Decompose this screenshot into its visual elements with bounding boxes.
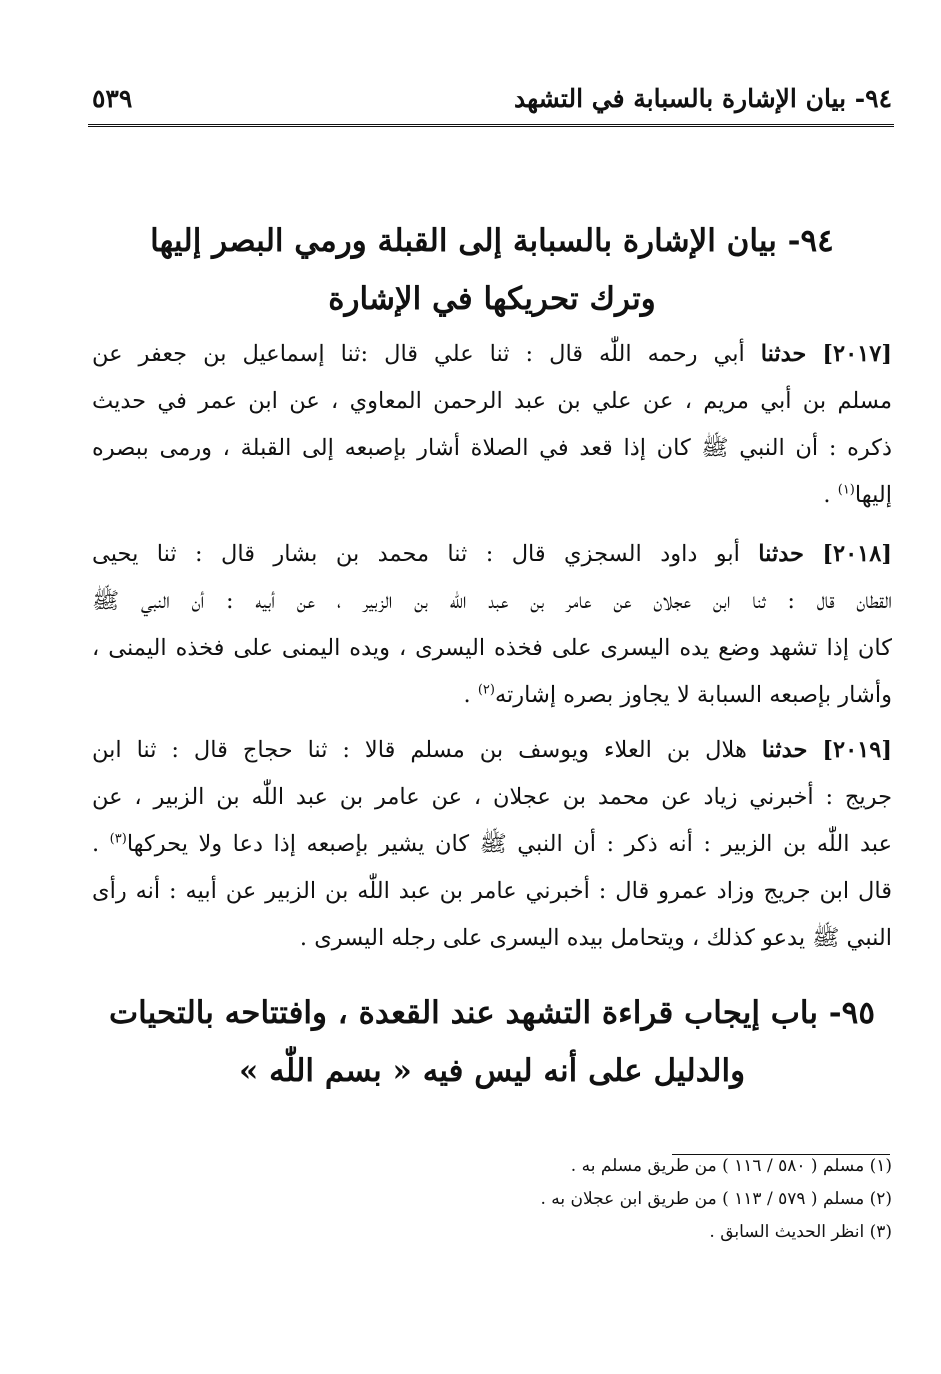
hadith-line: ذكره : أن النبي ﷺ كان إذا قعد في الصلاة أشار بإصبعه إلى القبلة ، ورمى ببصره (92, 435, 892, 461)
page-number: ٥٣٩ (92, 84, 133, 113)
hadith-line: قال ابن جريج وزاد عمرو قال : أخبرني عامر بن عبد اللّٰه بن الزبير عن أبيه : أنه رأى (92, 878, 892, 904)
hadith-text: وأشار بإصبعه السبابة لا يجاوز بصره إشارته (494, 682, 892, 708)
hadith-number: [٢٠١٨] (822, 541, 892, 567)
hadith-line (92, 821, 892, 868)
haddathana-word: حدثنا (761, 737, 808, 763)
footnote-2: (٢) مسلم ( ٥٧٩ / ١١٣ ) من طريق ابن عجلان به . (540, 1189, 892, 1209)
chapter-95-heading (92, 984, 892, 1100)
hadith-line: النبي ﷺ يدعو كذلك ، ويتحامل بيده اليسرى على رجله اليسرى . (299, 925, 892, 951)
footnote-ref: (١) (837, 482, 855, 498)
hadith-text: عبد اللّٰه بن الزبير : أنه ذكر : أن النبي ﷺ كان يشير بإصبعه إذا دعا ولا يحركها (126, 831, 892, 857)
hadith-end: . (92, 831, 110, 857)
hadith-line: القطان قال : ثنا ابن عجلان عن عامر بن عبد اللّٰه بن الزبير ، عن أبيه : أن النبي ﷺ (92, 588, 892, 614)
hadith-text: إليها (854, 482, 892, 508)
footnote-1: (١) مسلم ( ٥٨٠ / ١١٦ ) من طريق مسلم به . (570, 1156, 892, 1176)
hadith-line (92, 531, 892, 578)
chapter-95-line-1: ٩٥- باب إيجاب قراءة التشهد عند القعدة ، وافتتاحه بالتحيات (109, 995, 875, 1031)
hadith-line (92, 727, 892, 774)
hadith-text: أبو داود السجزي قال : ثنا محمد بن بشار قال : ثنا يحيى (92, 541, 740, 567)
footnote-3: (٣) انظر الحديث السابق . (709, 1222, 892, 1242)
hadith-line: جريج : أخبرني زياد عن محمد بن عجلان ، عن عامر بن عبد اللّٰه بن الزبير ، عن (92, 784, 892, 810)
hadith-line: مسلم بن أبي مريم ، عن علي بن عبد الرحمن المعاوي ، عن ابن عمر في حديث (92, 388, 892, 414)
hadith-2018 (92, 531, 892, 719)
hadith-line: كان إذا تشهد وضع يده اليسرى على فخذه اليسرى ، ويده اليمنى على فخذه اليمنى ، (92, 635, 892, 661)
footnote-ref: (٣) (109, 831, 127, 847)
hadith-line (92, 331, 892, 378)
haddathana-word: حدثنا (758, 541, 804, 567)
chapter-94-heading (92, 212, 892, 328)
hadith-2017 (92, 331, 892, 519)
chapter-94-line-1: ٩٤- بيان الإشارة بالسبابة إلى القبلة ورمي البصر إليها (150, 223, 834, 259)
hadith-text: أبي رحمه اللّٰه قال : ثنا علي قال :ثنا إسماعيل بن جعفر عن (92, 341, 745, 367)
footnotes (92, 1150, 892, 1249)
hadith-number: [٢٠١٧] (822, 341, 892, 367)
hadith-2019 (92, 727, 892, 962)
hadith-text: هلال بن العلاء ويوسف بن مسلم قالا : ثنا حجاج قال : ثنا ابن (92, 737, 747, 763)
hadith-end: . (463, 682, 478, 708)
running-head-title: ٩٤- بيان الإشارة بالسبابة في التشهد (513, 84, 892, 113)
header-rule (88, 124, 894, 127)
hadith-line (92, 672, 892, 719)
hadith-number: [٢٠١٩] (822, 737, 892, 763)
hadith-line (92, 472, 892, 519)
hadith-end: . (823, 482, 838, 508)
footnote-ref: (٢) (477, 682, 495, 698)
chapter-94-line-2: وترك تحريكها في الإشارة (328, 281, 656, 317)
chapter-95-line-2: والدليل على أنه ليس فيه « بسم اللّٰه » (238, 1053, 746, 1089)
running-head (92, 82, 892, 122)
haddathana-word: حدثنا (760, 341, 807, 367)
